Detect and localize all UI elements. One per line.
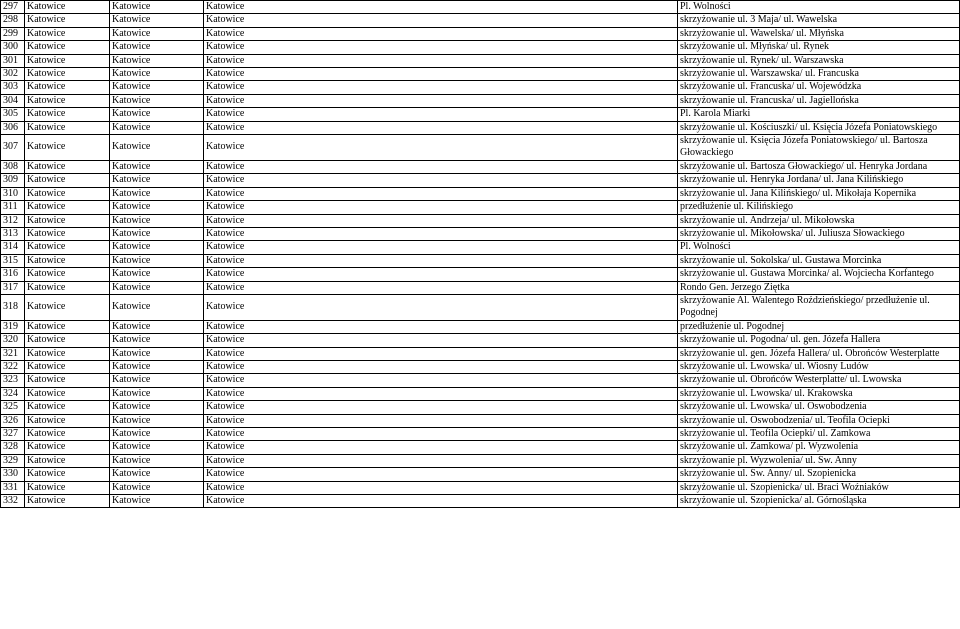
table-row	[1, 268, 960, 281]
county-cell: Katowice	[110, 108, 204, 121]
location-cell: skrzyżowanie ul. Zamkowa/ pl. Wyzwolenia	[678, 441, 960, 454]
location-cell: skrzyżowanie ul. Oswobodzenia/ ul. Teofila Ociepki	[678, 414, 960, 427]
table-row	[1, 441, 960, 454]
municipality-cell: Katowice	[25, 94, 110, 107]
city-cell: Katowice	[204, 81, 678, 94]
city-cell: Katowice	[204, 201, 678, 214]
row-number-cell: 330	[1, 468, 25, 481]
row-number-cell: 305	[1, 108, 25, 121]
table-row	[1, 27, 960, 40]
city-cell: Katowice	[204, 294, 678, 320]
table-row	[1, 387, 960, 400]
row-number-cell: 319	[1, 320, 25, 333]
county-cell: Katowice	[110, 360, 204, 373]
county-cell: Katowice	[110, 241, 204, 254]
row-number-cell: 311	[1, 201, 25, 214]
location-cell: skrzyżowanie Al. Walentego Roździeńskiego/ przedłużenie ul. Pogodnej	[678, 294, 960, 320]
row-number-cell: 322	[1, 360, 25, 373]
location-cell: przedłużenie ul. Pogodnej	[678, 320, 960, 333]
municipality-cell: Katowice	[25, 360, 110, 373]
table-row	[1, 401, 960, 414]
row-number-cell: 321	[1, 347, 25, 360]
municipality-cell: Katowice	[25, 414, 110, 427]
location-cell: skrzyżowanie ul. Księcia Józefa Poniatowskiego/ ul. Bartosza Głowackiego	[678, 135, 960, 161]
county-cell: Katowice	[110, 81, 204, 94]
table-row	[1, 187, 960, 200]
location-cell: Rondo Gen. Jerzego Ziętka	[678, 281, 960, 294]
row-number-cell: 298	[1, 14, 25, 27]
county-cell: Katowice	[110, 41, 204, 54]
table-row	[1, 121, 960, 134]
row-number-cell: 304	[1, 94, 25, 107]
row-number-cell: 327	[1, 428, 25, 441]
row-number-cell: 329	[1, 454, 25, 467]
county-cell: Katowice	[110, 320, 204, 333]
row-number-cell: 303	[1, 81, 25, 94]
county-cell: Katowice	[110, 174, 204, 187]
county-cell: Katowice	[110, 187, 204, 200]
city-cell: Katowice	[204, 428, 678, 441]
city-cell: Katowice	[204, 160, 678, 173]
municipality-cell: Katowice	[25, 14, 110, 27]
row-number-cell: 323	[1, 374, 25, 387]
location-cell: skrzyżowanie ul. Kościuszki/ ul. Księcia Józefa Poniatowskiego	[678, 121, 960, 134]
county-cell: Katowice	[110, 334, 204, 347]
table-row	[1, 347, 960, 360]
location-cell: przedłużenie ul. Kilińskiego	[678, 201, 960, 214]
municipality-cell: Katowice	[25, 68, 110, 81]
row-number-cell: 299	[1, 27, 25, 40]
municipality-cell: Katowice	[25, 428, 110, 441]
county-cell: Katowice	[110, 428, 204, 441]
table-row	[1, 94, 960, 107]
municipality-cell: Katowice	[25, 81, 110, 94]
city-cell: Katowice	[204, 214, 678, 227]
municipality-cell: Katowice	[25, 387, 110, 400]
table-row	[1, 41, 960, 54]
city-cell: Katowice	[204, 14, 678, 27]
county-cell: Katowice	[110, 94, 204, 107]
county-cell: Katowice	[110, 121, 204, 134]
county-cell: Katowice	[110, 414, 204, 427]
row-number-cell: 308	[1, 160, 25, 173]
row-number-cell: 328	[1, 441, 25, 454]
city-cell: Katowice	[204, 281, 678, 294]
county-cell: Katowice	[110, 374, 204, 387]
location-cell: skrzyżowanie ul. Henryka Jordana/ ul. Jana Kilińskiego	[678, 174, 960, 187]
table-row	[1, 414, 960, 427]
table-row	[1, 481, 960, 494]
table-row	[1, 294, 960, 320]
city-cell: Katowice	[204, 27, 678, 40]
row-number-cell: 320	[1, 334, 25, 347]
location-cell: skrzyżowanie ul. Francuska/ ul. Wojewódzka	[678, 81, 960, 94]
table-row	[1, 1, 960, 14]
location-cell: skrzyżowanie ul. Rynek/ ul. Warszawska	[678, 54, 960, 67]
city-cell: Katowice	[204, 68, 678, 81]
table-row	[1, 174, 960, 187]
municipality-cell: Katowice	[25, 27, 110, 40]
row-number-cell: 332	[1, 495, 25, 508]
city-cell: Katowice	[204, 320, 678, 333]
municipality-cell: Katowice	[25, 108, 110, 121]
municipality-cell: Katowice	[25, 187, 110, 200]
location-cell: skrzyżowanie ul. Francuska/ ul. Jagiellońska	[678, 94, 960, 107]
county-cell: Katowice	[110, 54, 204, 67]
city-cell: Katowice	[204, 387, 678, 400]
municipality-cell: Katowice	[25, 201, 110, 214]
municipality-cell: Katowice	[25, 401, 110, 414]
city-cell: Katowice	[204, 441, 678, 454]
county-cell: Katowice	[110, 27, 204, 40]
city-cell: Katowice	[204, 495, 678, 508]
location-cell: Pl. Wolności	[678, 1, 960, 14]
row-number-cell: 325	[1, 401, 25, 414]
location-cell: skrzyżowanie ul. Św. Anny/ ul. Szopienicka	[678, 468, 960, 481]
row-number-cell: 306	[1, 121, 25, 134]
location-cell: skrzyżowanie ul. Lwowska/ ul. Wiosny Ludów	[678, 360, 960, 373]
municipality-cell: Katowice	[25, 174, 110, 187]
municipality-cell: Katowice	[25, 160, 110, 173]
city-cell: Katowice	[204, 414, 678, 427]
table-row	[1, 495, 960, 508]
municipality-cell: Katowice	[25, 121, 110, 134]
table-row	[1, 360, 960, 373]
municipality-cell: Katowice	[25, 281, 110, 294]
table-row	[1, 160, 960, 173]
row-number-cell: 313	[1, 227, 25, 240]
location-cell: skrzyżowanie ul. Wawelska/ ul. Młyńska	[678, 27, 960, 40]
row-number-cell: 309	[1, 174, 25, 187]
city-cell: Katowice	[204, 108, 678, 121]
city-cell: Katowice	[204, 1, 678, 14]
location-cell: skrzyżowanie ul. Gustawa Morcinka/ al. Wojciecha Korfantego	[678, 268, 960, 281]
city-cell: Katowice	[204, 347, 678, 360]
city-cell: Katowice	[204, 468, 678, 481]
location-cell: skrzyżowanie ul. Andrzeja/ ul. Mikołowska	[678, 214, 960, 227]
location-cell: skrzyżowanie ul. 3 Maja/ ul. Wawelska	[678, 14, 960, 27]
municipality-cell: Katowice	[25, 41, 110, 54]
municipality-cell: Katowice	[25, 54, 110, 67]
row-number-cell: 314	[1, 241, 25, 254]
table-body	[1, 1, 960, 508]
county-cell: Katowice	[110, 160, 204, 173]
table-row	[1, 81, 960, 94]
location-cell: skrzyżowanie ul. gen. Józefa Hallera/ ul. Obrońców Westerplatte	[678, 347, 960, 360]
row-number-cell: 301	[1, 54, 25, 67]
table-row	[1, 241, 960, 254]
county-cell: Katowice	[110, 268, 204, 281]
city-cell: Katowice	[204, 54, 678, 67]
county-cell: Katowice	[110, 387, 204, 400]
county-cell: Katowice	[110, 68, 204, 81]
city-cell: Katowice	[204, 454, 678, 467]
table-row	[1, 227, 960, 240]
county-cell: Katowice	[110, 14, 204, 27]
location-cell: skrzyżowanie ul. Teofila Ociepki/ ul. Zamkowa	[678, 428, 960, 441]
table-row	[1, 374, 960, 387]
county-cell: Katowice	[110, 135, 204, 161]
municipality-cell: Katowice	[25, 454, 110, 467]
table-row	[1, 468, 960, 481]
city-cell: Katowice	[204, 41, 678, 54]
county-cell: Katowice	[110, 481, 204, 494]
municipality-cell: Katowice	[25, 135, 110, 161]
municipality-cell: Katowice	[25, 320, 110, 333]
city-cell: Katowice	[204, 241, 678, 254]
location-cell: Pl. Karola Miarki	[678, 108, 960, 121]
county-cell: Katowice	[110, 281, 204, 294]
table-row	[1, 428, 960, 441]
municipality-cell: Katowice	[25, 294, 110, 320]
location-cell: skrzyżowanie ul. Młyńska/ ul. Rynek	[678, 41, 960, 54]
city-cell: Katowice	[204, 374, 678, 387]
city-cell: Katowice	[204, 481, 678, 494]
city-cell: Katowice	[204, 121, 678, 134]
municipality-cell: Katowice	[25, 468, 110, 481]
city-cell: Katowice	[204, 268, 678, 281]
location-cell: Pl. Wolności	[678, 241, 960, 254]
municipality-cell: Katowice	[25, 374, 110, 387]
county-cell: Katowice	[110, 1, 204, 14]
county-cell: Katowice	[110, 294, 204, 320]
table-row	[1, 214, 960, 227]
county-cell: Katowice	[110, 401, 204, 414]
municipality-cell: Katowice	[25, 334, 110, 347]
county-cell: Katowice	[110, 214, 204, 227]
location-cell: skrzyżowanie ul. Szopienicka/ ul. Braci Woźniaków	[678, 481, 960, 494]
location-cell: skrzyżowanie ul. Lwowska/ ul. Oswobodzenia	[678, 401, 960, 414]
county-cell: Katowice	[110, 454, 204, 467]
row-number-cell: 317	[1, 281, 25, 294]
table-row	[1, 108, 960, 121]
county-cell: Katowice	[110, 468, 204, 481]
location-cell: skrzyżowanie ul. Sokolska/ ul. Gustawa Morcinka	[678, 254, 960, 267]
county-cell: Katowice	[110, 227, 204, 240]
city-cell: Katowice	[204, 401, 678, 414]
city-cell: Katowice	[204, 94, 678, 107]
city-cell: Katowice	[204, 254, 678, 267]
location-cell: skrzyżowanie pl. Wyzwolenia/ ul. Św. Anny	[678, 454, 960, 467]
location-cell: skrzyżowanie ul. Pogodna/ ul. gen. Józefa Hallera	[678, 334, 960, 347]
location-cell: skrzyżowanie ul. Bartosza Głowackiego/ ul. Henryka Jordana	[678, 160, 960, 173]
table-row	[1, 320, 960, 333]
city-cell: Katowice	[204, 187, 678, 200]
location-cell: skrzyżowanie ul. Jana Kilińskiego/ ul. Mikołaja Kopernika	[678, 187, 960, 200]
row-number-cell: 316	[1, 268, 25, 281]
municipality-cell: Katowice	[25, 441, 110, 454]
county-cell: Katowice	[110, 254, 204, 267]
municipality-cell: Katowice	[25, 214, 110, 227]
row-number-cell: 324	[1, 387, 25, 400]
row-number-cell: 300	[1, 41, 25, 54]
row-number-cell: 315	[1, 254, 25, 267]
city-cell: Katowice	[204, 135, 678, 161]
location-cell: skrzyżowanie ul. Obrońców Westerplatte/ ul. Lwowska	[678, 374, 960, 387]
municipality-cell: Katowice	[25, 347, 110, 360]
city-cell: Katowice	[204, 360, 678, 373]
municipality-cell: Katowice	[25, 495, 110, 508]
row-number-cell: 310	[1, 187, 25, 200]
table-row	[1, 14, 960, 27]
table-row	[1, 254, 960, 267]
city-cell: Katowice	[204, 334, 678, 347]
row-number-cell: 297	[1, 1, 25, 14]
row-number-cell: 312	[1, 214, 25, 227]
municipality-cell: Katowice	[25, 481, 110, 494]
municipality-cell: Katowice	[25, 268, 110, 281]
location-cell: skrzyżowanie ul. Lwowska/ ul. Krakowska	[678, 387, 960, 400]
table-row	[1, 68, 960, 81]
city-cell: Katowice	[204, 174, 678, 187]
table-row	[1, 201, 960, 214]
location-cell: skrzyżowanie ul. Warszawska/ ul. Francuska	[678, 68, 960, 81]
location-cell: skrzyżowanie ul. Szopienicka/ al. Górnośląska	[678, 495, 960, 508]
municipality-cell: Katowice	[25, 254, 110, 267]
table-row	[1, 135, 960, 161]
table-row	[1, 281, 960, 294]
table-row	[1, 454, 960, 467]
table-row	[1, 334, 960, 347]
row-number-cell: 302	[1, 68, 25, 81]
county-cell: Katowice	[110, 347, 204, 360]
location-cell: skrzyżowanie ul. Mikołowska/ ul. Juliusza Słowackiego	[678, 227, 960, 240]
municipality-cell: Katowice	[25, 1, 110, 14]
table-row	[1, 54, 960, 67]
city-cell: Katowice	[204, 227, 678, 240]
county-cell: Katowice	[110, 201, 204, 214]
row-number-cell: 326	[1, 414, 25, 427]
row-number-cell: 331	[1, 481, 25, 494]
county-cell: Katowice	[110, 495, 204, 508]
row-number-cell: 307	[1, 135, 25, 161]
municipality-cell: Katowice	[25, 227, 110, 240]
county-cell: Katowice	[110, 441, 204, 454]
row-number-cell: 318	[1, 294, 25, 320]
municipality-cell: Katowice	[25, 241, 110, 254]
